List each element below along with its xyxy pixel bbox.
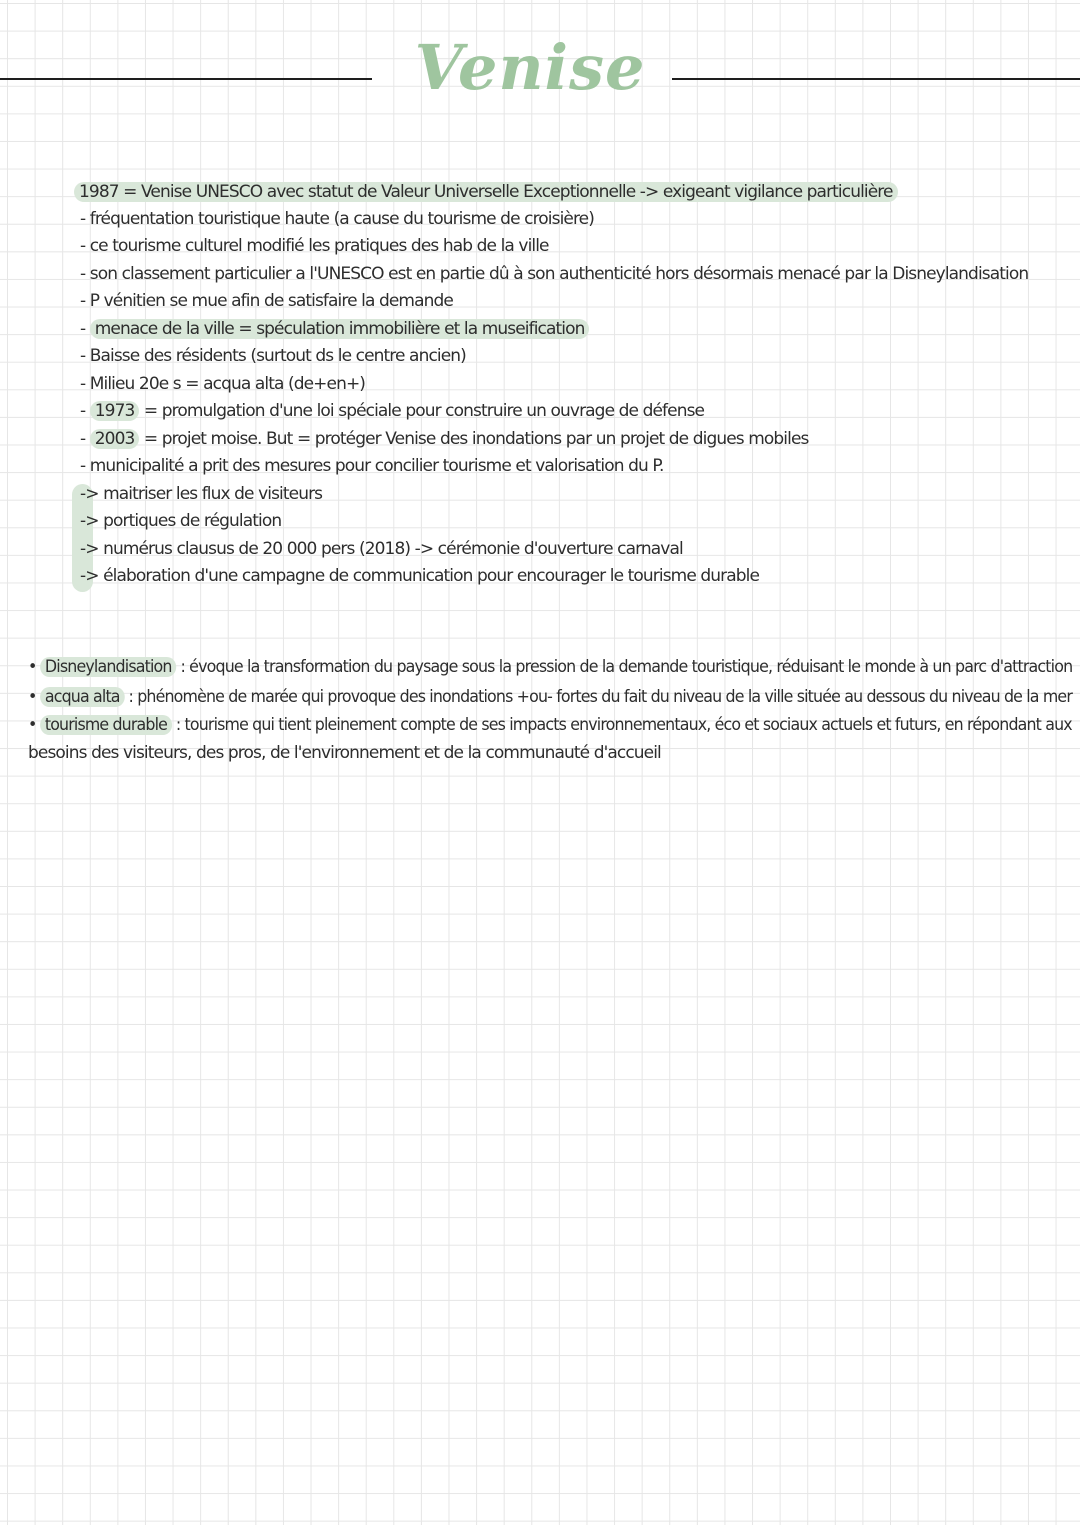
note-line-13: -> portiques de régulation — [80, 511, 282, 531]
title-rule-left — [0, 78, 372, 80]
note-line-15: -> élaboration d'une campagne de communication pour encourager le tourisme durable — [80, 566, 760, 586]
definition-disneylandisation — [28, 654, 1072, 681]
note-line-1 — [74, 179, 898, 206]
dash: - — [80, 429, 90, 449]
bullet-icon: • — [28, 687, 37, 707]
note-line-8: - Milieu 20e s = acqua alta (de+en+) — [80, 374, 366, 394]
note-line-6 — [80, 316, 589, 343]
highlight-menace: menace de la ville = spéculation immobilière et la museification — [90, 319, 590, 339]
term-acqua-alta: acqua alta — [40, 687, 124, 707]
bullet-icon: • — [28, 715, 37, 735]
note-text: = promulgation d'une loi spéciale pour construire un ouvrage de défense — [139, 401, 705, 421]
highlight-1973: 1973 — [90, 401, 140, 421]
title-rule-right — [672, 78, 1080, 80]
bullet-icon: • — [28, 657, 37, 677]
definition-text: : phénomène de marée qui provoque des inondations +ou- fortes du fait du niveau de la ville située au dessous du niveau de la mer — [124, 687, 1072, 707]
note-line-3: - ce tourisme culturel modifié les pratiques des hab de la ville — [80, 236, 549, 256]
note-line-12: -> maitriser les flux de visiteurs — [80, 484, 323, 504]
highlight-2003: 2003 — [90, 429, 140, 449]
note-line-14: -> numérus clausus de 20 000 pers (2018) -> cérémonie d'ouverture carnaval — [80, 539, 683, 559]
dash: - — [80, 319, 90, 339]
definition-text: : tourisme qui tient pleinement compte de ses impacts environnementaux, éco et sociaux actuels et futurs, en répondant aux — [171, 715, 1072, 735]
note-line-7: - Baisse des résidents (surtout ds le centre ancien) — [80, 346, 466, 366]
highlight-1987: 1987 = Venise UNESCO avec statut de Valeur Universelle Exceptionnelle -> exigeant vigilance particulière — [74, 182, 898, 202]
dash: - — [80, 401, 90, 421]
definition-tourisme-durable-cont: besoins des visiteurs, des pros, de l'environnement et de la communauté d'accueil — [28, 743, 661, 763]
note-text: = projet moise. But = protéger Venise des inondations par un projet de digues mobiles — [139, 429, 809, 449]
note-line-2: - fréquentation touristique haute (a cause du tourisme de croisière) — [80, 209, 594, 229]
note-line-9 — [80, 398, 704, 425]
definition-tourisme-durable — [28, 712, 1072, 739]
note-line-5: - P vénitien se mue afin de satisfaire la demande — [80, 291, 453, 311]
definition-text: : évoque la transformation du paysage sous la pression de la demande touristique, réduisant le monde à un parc d'attraction — [176, 657, 1073, 677]
note-line-10 — [80, 426, 808, 453]
term-tourisme-durable: tourisme durable — [40, 715, 171, 735]
note-line-11: - municipalité a prit des mesures pour concilier tourisme et valorisation du P. — [80, 456, 664, 476]
page-title: Venise — [414, 31, 646, 104]
note-line-4: - son classement particulier a l'UNESCO est en partie dû à son authenticité hors désormais menacé par la Disneylandisation — [80, 264, 1029, 284]
term-disneylandisation: Disneylandisation — [40, 657, 176, 677]
definition-acqua-alta — [28, 684, 1072, 711]
